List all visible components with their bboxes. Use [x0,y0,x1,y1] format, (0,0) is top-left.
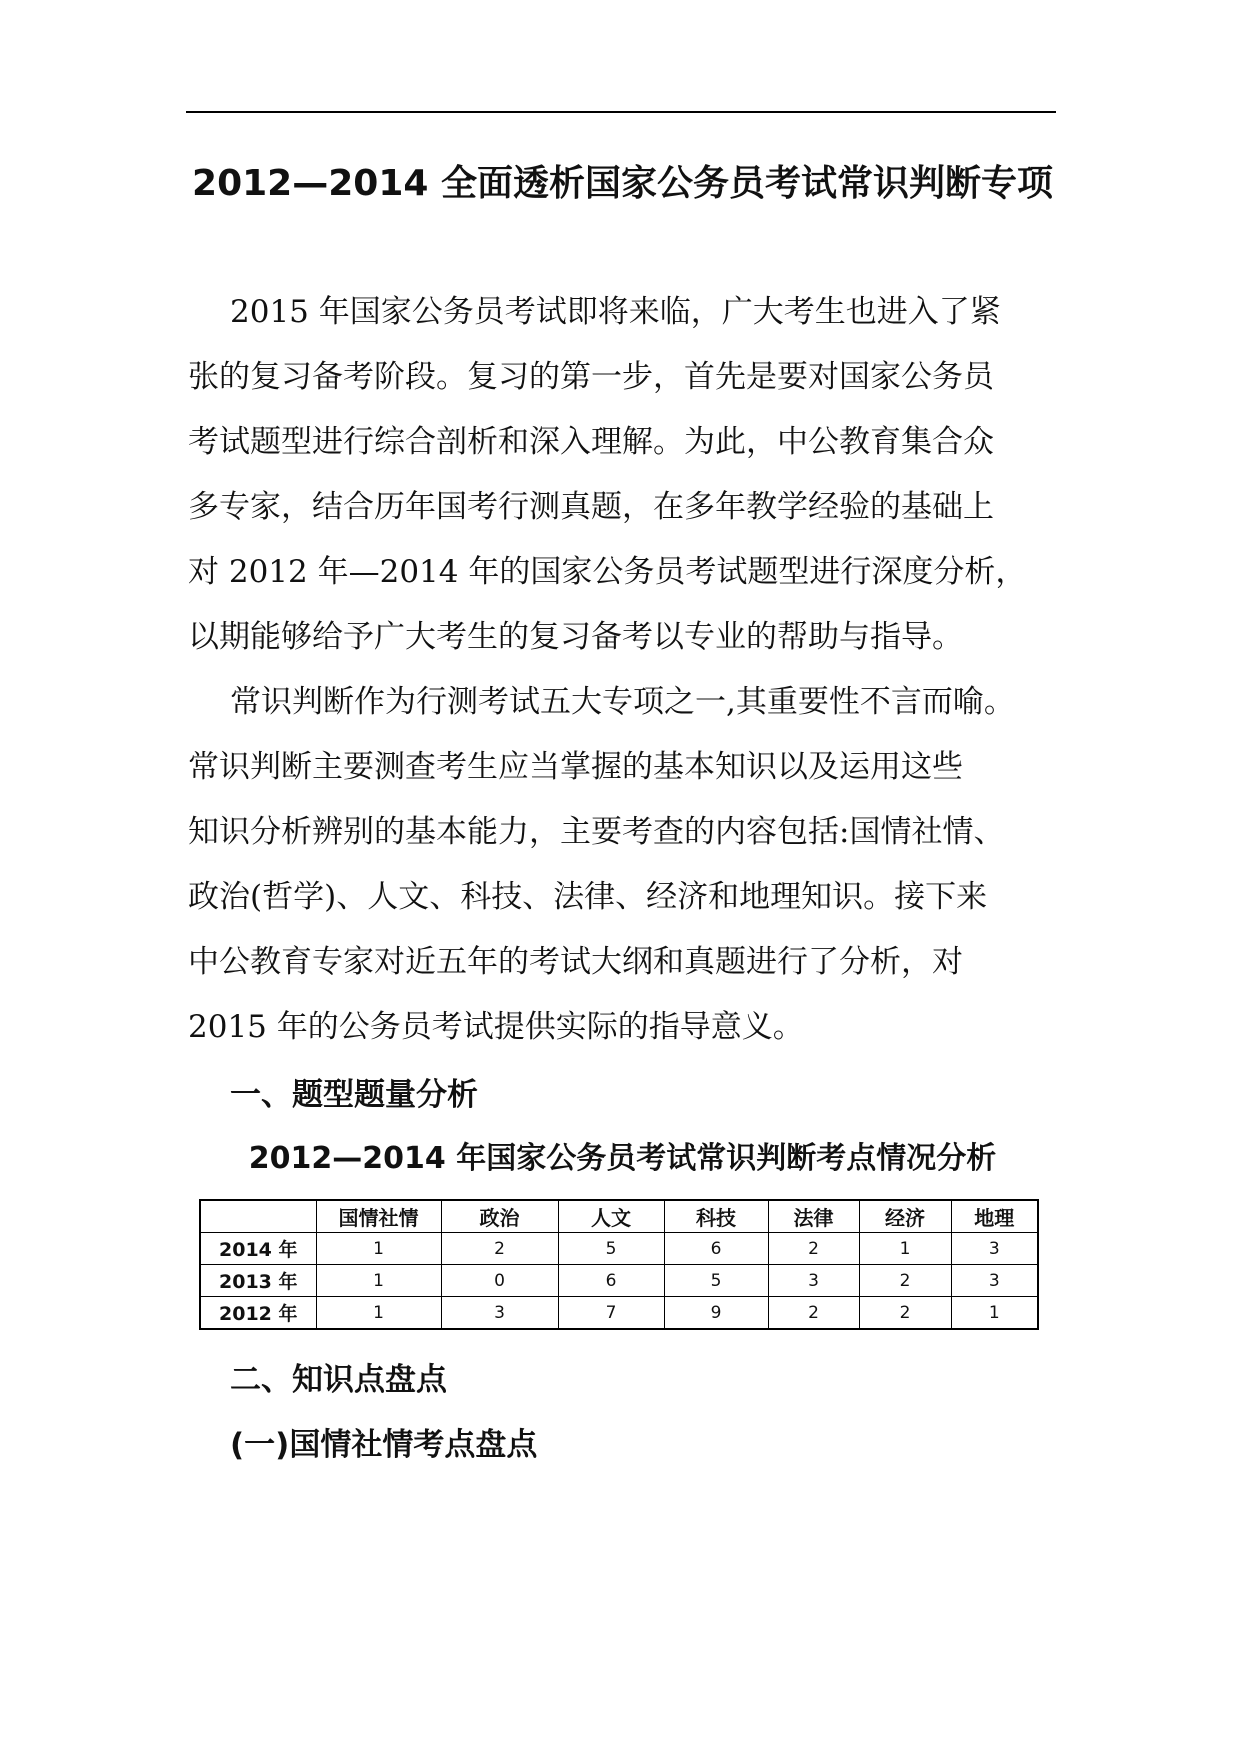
table-cell: 3 [441,1297,558,1330]
row-label: 2014 年 [200,1233,316,1265]
table-cell: 2 [859,1297,951,1330]
paragraph-line: 对 2012 年—2014 年的国家公务员考试题型进行深度分析， [188,554,1027,590]
table-cell: 1 [316,1233,441,1265]
table-header-row [200,1200,1038,1233]
table-cell: 1 [316,1297,441,1330]
document-title: 2012—2014 全面透析国家公务员考试常识判断专项 [192,163,1053,204]
table-cell: 1 [951,1297,1038,1330]
table-cell: 1 [316,1265,441,1297]
table-cell: 2 [768,1233,859,1265]
table-cell: 6 [558,1265,664,1297]
paragraph-line: 2015 年国家公务员考试即将来临，广大考生也进入了紧 [230,294,1001,330]
paragraph-line: 张的复习备考阶段。复习的第一步，首先是要对国家公务员 [188,359,994,395]
table-cell: 1 [859,1233,951,1265]
table-cell: 2 [768,1297,859,1330]
paragraph-line: 多专家，结合历年国考行测真题，在多年教学经验的基础上 [188,489,994,525]
table-cell: 3 [768,1265,859,1297]
table-cell: 5 [558,1233,664,1265]
section-heading-question-types: 一、题型题量分析 [230,1077,478,1113]
table-row [200,1297,1038,1330]
table-cell: 6 [664,1233,768,1265]
exam-points-table [199,1199,1039,1330]
table-cell: 2 [441,1233,558,1265]
section-heading-knowledge-points: 二、知识点盘点 [230,1362,447,1398]
table-cell: 3 [951,1265,1038,1297]
row-label: 2012 年 [200,1297,316,1330]
paragraph-line: 常识判断主要测查考生应当掌握的基本知识以及运用这些 [188,749,963,785]
paragraph-line: 中公教育专家对近五年的考试大纲和真题进行了分析，对 [188,944,963,980]
table-row [200,1265,1038,1297]
table-cell: 5 [664,1265,768,1297]
table-cell: 0 [441,1265,558,1297]
table-header-cell: 经济 [859,1200,951,1233]
header-rule [186,111,1056,113]
table-header-cell: 法律 [768,1200,859,1233]
table-cell: 9 [664,1297,768,1330]
subsection-heading-national-conditions: (一)国情社情考点盘点 [230,1427,538,1463]
table-header-cell: 人文 [558,1200,664,1233]
table-header-cell: 国情社情 [316,1200,441,1233]
row-label: 2013 年 [200,1265,316,1297]
table-header-cell: 地理 [951,1200,1038,1233]
table-cell: 2 [859,1265,951,1297]
paragraph-line: 2015 年的公务员考试提供实际的指导意义。 [188,1009,804,1045]
paragraph-line: 常识判断作为行测考试五大专项之一,其重要性不言而喻。 [230,684,1015,720]
paragraph-line: 考试题型进行综合剖析和深入理解。为此，中公教育集合众 [188,424,994,460]
table-row [200,1233,1038,1265]
paragraph-line: 知识分析辨别的基本能力，主要考查的内容包括:国情社情、 [188,814,1005,850]
paragraph-line: 以期能够给予广大考生的复习备考以专业的帮助与指导。 [188,619,963,655]
table-header-cell [200,1200,316,1233]
table-cell: 7 [558,1297,664,1330]
table-cell: 3 [951,1233,1038,1265]
table-header-cell: 政治 [441,1200,558,1233]
table-caption: 2012—2014 年国家公务员考试常识判断考点情况分析 [248,1141,997,1176]
paragraph-line: 政治(哲学)、人文、科技、法律、经济和地理知识。接下来 [188,879,988,915]
table-header-cell: 科技 [664,1200,768,1233]
